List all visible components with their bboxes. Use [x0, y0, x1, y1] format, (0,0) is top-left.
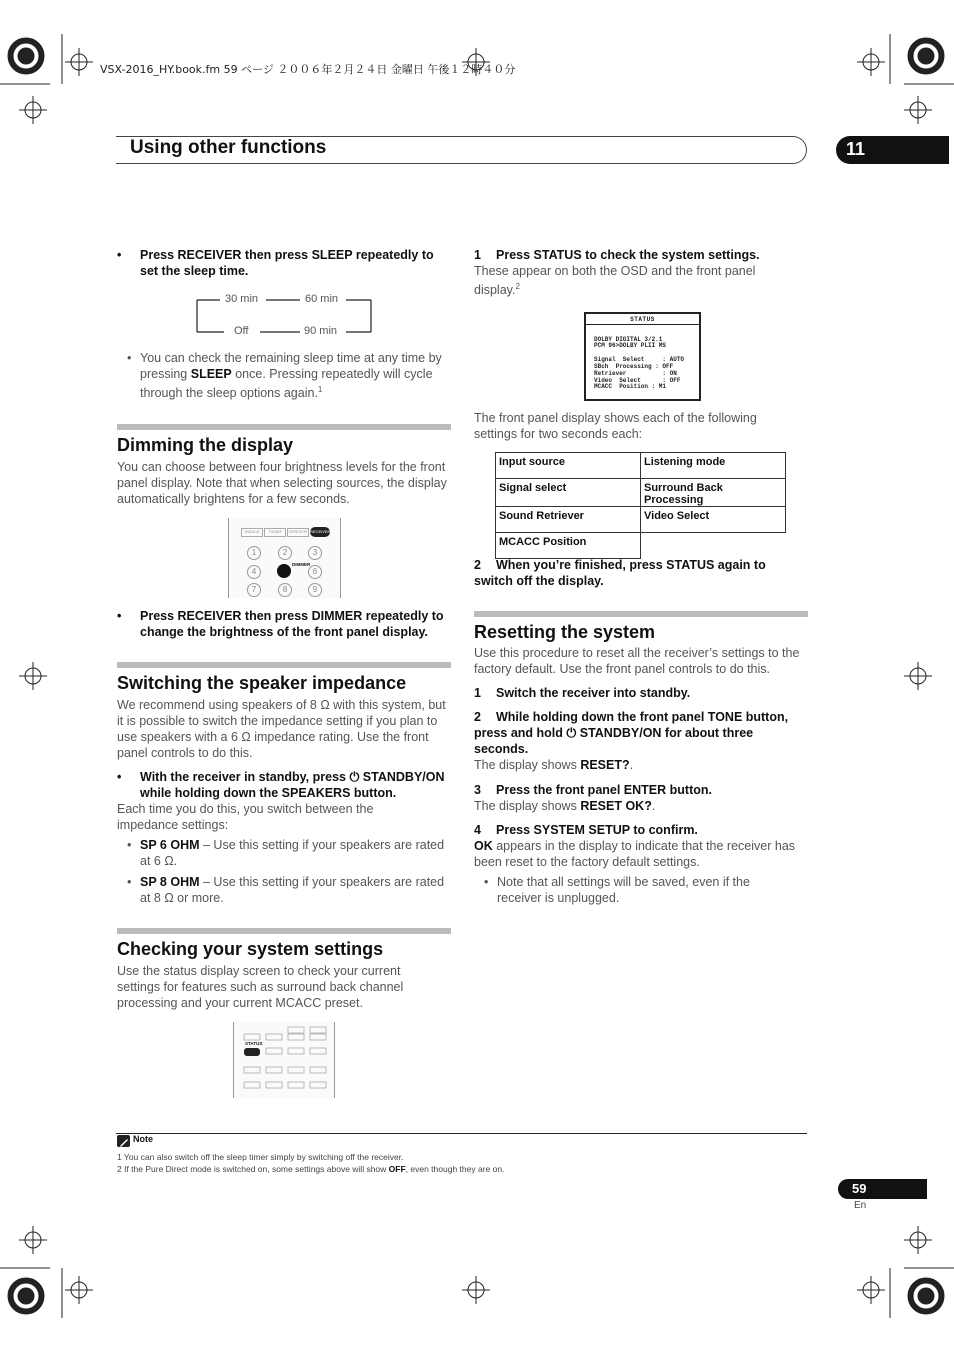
- sp8-key: SP 8 OHM: [140, 875, 200, 889]
- reset-step-4-text: Press SYSTEM SETUP to confirm.: [496, 823, 698, 837]
- status-label: STATUS: [245, 1041, 263, 1046]
- status-osd-screen: [584, 312, 701, 401]
- reset-ok-key: RESET OK?: [580, 799, 652, 813]
- pencil-icon: [117, 1136, 130, 1148]
- num-6: 6: [308, 565, 322, 579]
- reset-display-2-text: The display shows: [474, 799, 581, 813]
- settings-table: [495, 452, 786, 559]
- osd-line: MCACC Position : M1: [594, 383, 667, 390]
- reset-key: RESET?: [580, 758, 630, 772]
- note-rule: [116, 1133, 807, 1134]
- footnote-1: 1 You can also switch off the sleep timer simply by switching off the receiver.: [117, 1152, 404, 1162]
- dimming-heading: Dimming the display: [117, 435, 294, 455]
- sleep-step-text: Press RECEIVER then press SLEEP repeatedly to set the sleep time.: [140, 248, 434, 278]
- sp6-key: SP 6 OHM: [140, 838, 200, 852]
- timer-60: 60 min: [305, 293, 339, 305]
- footnote-ref-1: 1: [317, 385, 323, 394]
- reset-note-text: Note that all settings will be saved, even if the receiver is unplugged.: [497, 875, 750, 905]
- impedance-step-text: With the receiver in standby, press ⏻ STANDBY/ON while holding down the SPEAKERS button.: [140, 770, 445, 800]
- sp6-item: • SP 6 OHM – Use this setting if your speakers are rated at 6 Ω.: [127, 838, 445, 868]
- section-divider: [474, 611, 808, 617]
- sleep-note-text-2: once. Pressing repeatedly will cycle through the sleep options again.: [140, 367, 433, 401]
- dimming-body: You can choose between four brightness levels for the front panel display. Note that when selecting sources, the display automatically brightens for a few seconds.: [117, 460, 447, 506]
- step-num: 2: [474, 558, 481, 572]
- reset-result-text: appears in the display to indicate that the receiver has been reset to the factory default settings.: [474, 839, 796, 869]
- table-cell: Input source: [496, 453, 641, 479]
- num-2: 2: [278, 546, 292, 560]
- reset-body: Use this procedure to reset all the receiver’s settings to the factory default. Use the front panel controls to do this.: [474, 646, 800, 676]
- num-1: 1: [247, 546, 261, 560]
- file-header: VSX-2016_HY.book.fm 59 ページ ２００６年２月２４日 金曜日 午後１２時４０分: [100, 63, 516, 76]
- impedance-body: We recommend using speakers of 8 Ω with this system, but it is possible to switch the impedance setting if you plan to use speakers with a 6 Ω impedance rating. Use the front panel controls to do this.: [117, 698, 446, 760]
- remote-key-grid: [234, 1022, 334, 1098]
- step-num: 1: [474, 686, 481, 700]
- status-after: [474, 263, 794, 298]
- table-cell: Surround Back Processing: [641, 479, 786, 507]
- sleep-cycle-diagram: [196, 292, 372, 340]
- footnote-2-key: OFF: [388, 1164, 406, 1174]
- osd-line: PCM 96>DOLBY PLII MS: [594, 342, 667, 349]
- sleep-note: • You can check the remaining sleep time at any time by pressing SLEEP once. Pressing repeatedly will cycle through the sleep options again.$^1$: [127, 351, 442, 401]
- impedance-after: Each time you do this, you switch between the impedance settings:: [117, 802, 374, 832]
- note-icon: [117, 1135, 130, 1147]
- reset-note: • Note that all settings will be saved, even if the receiver is unplugged.: [484, 875, 750, 905]
- remote-illustration-status: [233, 1022, 335, 1098]
- dimmer-step-text: Press RECEIVER then press DIMMER repeatedly to change the brightness of the front panel display.: [140, 609, 444, 639]
- table-cell: Listening mode: [641, 453, 786, 479]
- footnote-ref-2: 2: [515, 282, 520, 291]
- num-3: 3: [308, 546, 322, 560]
- sp8-item: • SP 8 OHM – Use this setting if your speakers are rated at 8 Ω or more.: [127, 875, 445, 905]
- timer-90: 90 min: [304, 325, 338, 337]
- reset-step-3: [474, 782, 809, 798]
- status-step: [474, 247, 809, 263]
- sleep-note-text-1: You can check the remaining sleep time at any time by pressing: [140, 351, 442, 381]
- table-row: [496, 479, 786, 507]
- page-number-tab: [838, 1179, 927, 1199]
- step-num: 4: [474, 823, 481, 837]
- num-4: 4: [247, 565, 261, 579]
- osd-line: DOLBY DIGITAL 3/2.1: [594, 336, 663, 343]
- step-num: 3: [474, 783, 481, 797]
- reset-display-1: The display shows RESET?.: [474, 758, 634, 772]
- impedance-step: • With the receiver in standby, press ⏻ STANDBY/ON while holding down the SPEAKERS button.: [117, 770, 445, 800]
- dimmer-label: DIMMER: [292, 562, 311, 567]
- timer-off: Off: [234, 325, 249, 337]
- table-row: [496, 453, 786, 479]
- status-key-shape: [244, 1048, 260, 1056]
- num-7: 7: [247, 583, 261, 597]
- section-divider: [117, 424, 451, 430]
- language-label: En: [854, 1200, 867, 1211]
- sleep-step: • Press RECEIVER then press SLEEP repeatedly to set the sleep time.: [117, 248, 434, 278]
- osd-line: SBch Processing : OFF: [594, 363, 674, 370]
- finish-step-text: When you’re finished, press STATUS again to switch off the display.: [474, 558, 766, 588]
- reset-display-2: The display shows RESET OK?.: [474, 799, 656, 813]
- chapter-tab: [836, 136, 949, 164]
- checking-heading: Checking your system settings: [117, 939, 384, 959]
- note-label: Note: [133, 1134, 153, 1144]
- page-title: Using other functions: [130, 137, 327, 158]
- step-num: 2: [474, 710, 481, 724]
- sleep-key: SLEEP: [190, 367, 232, 381]
- sp6-text: – Use this setting if your speakers are rated at 6 Ω.: [140, 838, 445, 868]
- reset-step-1-text: Switch the receiver into standby.: [496, 686, 691, 700]
- footnote-2: [117, 1163, 504, 1175]
- receiver-key: RECEIVER: [310, 527, 330, 537]
- status-after-text: These appear on both the OSD and the front panel display.: [474, 264, 756, 298]
- reset-step-2-text: While holding down the front panel TONE button, press and hold ⏻ STANDBY/ON for about three seconds.: [474, 710, 789, 756]
- reset-result: [474, 838, 804, 870]
- chapter-number: 11: [846, 139, 866, 159]
- remote-illustration-dimmer: [228, 518, 341, 598]
- section-divider: [117, 928, 451, 934]
- footnote-2-text-a: 2 If the Pure Direct mode is switched on, some settings above will show: [117, 1164, 389, 1174]
- osd-line: Signal Select : AUTO: [594, 356, 685, 363]
- reset-heading: Resetting the system: [474, 622, 656, 642]
- checking-body: Use the status display screen to check your current settings for features such as surround back channel processing and your current MCACC preset.: [117, 964, 404, 1010]
- osd-line: Retriever : ON: [594, 370, 677, 377]
- table-cell: Signal select: [496, 479, 641, 507]
- table-row: [496, 533, 786, 559]
- section-divider: [117, 662, 451, 668]
- footnote-2-text-b: , even though they are on.: [405, 1164, 505, 1174]
- dimmer-step: • Press RECEIVER then press DIMMER repeatedly to change the brightness of the front panel display.: [117, 609, 444, 639]
- sp8-text: – Use this setting if your speakers are rated at 8 Ω or more.: [140, 875, 445, 905]
- num-9: 9: [308, 583, 322, 597]
- ok-key: OK: [474, 839, 493, 853]
- reset-step-1: [474, 685, 809, 701]
- num-8: 8: [278, 583, 292, 597]
- impedance-heading: Switching the speaker impedance: [117, 673, 407, 693]
- table-row: [496, 507, 786, 533]
- step-num: 1: [474, 248, 481, 262]
- tv-key: TV/SAT: [264, 528, 286, 537]
- reset-display-1-text: The display shows: [474, 758, 581, 772]
- reset-step-2: [474, 709, 809, 757]
- table-cell: [641, 533, 786, 559]
- reset-step-4: [474, 822, 809, 838]
- osd-title: STATUS: [586, 316, 699, 325]
- dvd-key: DVD/LD: [241, 528, 263, 537]
- finish-step: [474, 557, 804, 589]
- table-cell: Video Select: [641, 507, 786, 533]
- front-panel-text: The front panel display shows each of the following settings for two seconds each:: [474, 411, 757, 441]
- timer-30: 30 min: [225, 293, 259, 305]
- table-cell: MCACC Position: [496, 533, 641, 559]
- page-number: 59: [852, 1181, 867, 1196]
- reset-step-3-text: Press the front panel ENTER button.: [496, 783, 712, 797]
- cycle-lines: [196, 292, 372, 340]
- dimmer-key: 5: [277, 564, 291, 578]
- dvr-key: DVR/VCR: [287, 528, 309, 537]
- osd-line: Video Select : OFF: [594, 377, 681, 384]
- table-cell: Sound Retriever: [496, 507, 641, 533]
- status-step-text: Press STATUS to check the system settings.: [496, 248, 760, 262]
